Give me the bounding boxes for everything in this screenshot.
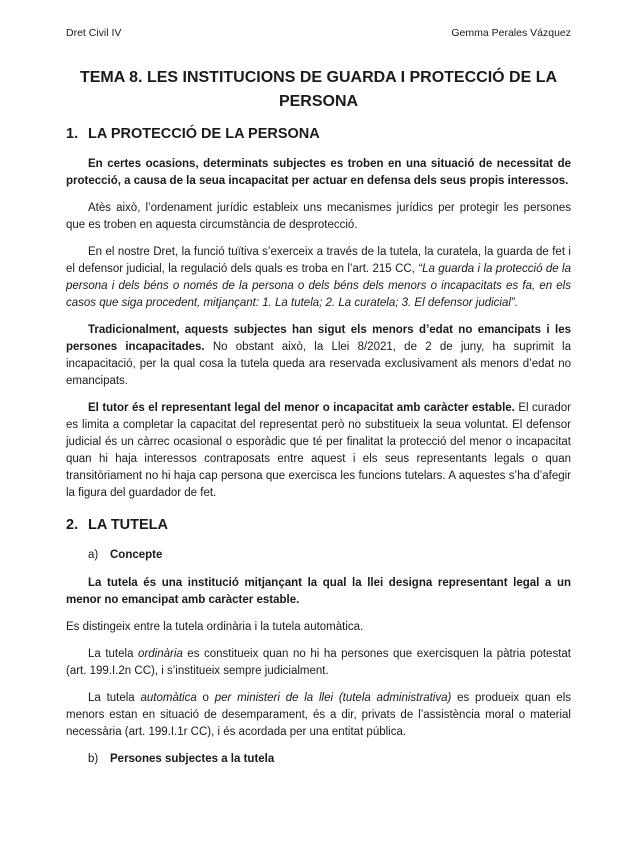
subsection-a-marker: a): [88, 549, 99, 561]
section-1-title: LA PROTECCIÓ DE LA PERSONA: [88, 126, 320, 142]
paragraph-6-text: La tutela és una institució mitjançant la qual la llei designa representant legal a un menor no emancipat amb caràcter estable.: [66, 577, 571, 606]
paragraph-4: [66, 322, 571, 390]
running-header: [66, 27, 571, 39]
paragraph-1-text: En certes ocasions, determinats subjectes es troben en una situació de necessitat de protecció, a causa de la seua incapacitat per actuar en defensa dels seus propis interessos.: [66, 158, 571, 187]
subsection-a-heading: [66, 547, 571, 563]
paragraph-9-pre: La tutela: [88, 692, 141, 704]
paragraph-3-quote: “La guarda i la protecció de la persona i dels béns o només de la persona o dels béns dels menors o incapacitats es fa, en els casos que siga procedent, mitjançant: 1. La tutela; 2. La curatela; 3. El defensor judicial”.: [66, 263, 571, 309]
paragraph-8-pre: La tutela: [88, 648, 139, 660]
paragraph-9: [66, 690, 571, 741]
subsection-b-heading: [66, 751, 571, 767]
paragraph-9-em-2: per ministeri de la llei (tutela administrativa): [214, 692, 452, 704]
paragraph-6: [66, 575, 571, 609]
paragraph-8-post: es constitueix quan no hi ha persones que exercisquen la pàtria potestat (art. 199.I.2n CC), i s’institueix sempre judicialment.: [66, 648, 571, 677]
subsection-a-title: Concepte: [110, 549, 163, 561]
paragraph-9-em-1: automàtica: [140, 692, 197, 704]
paragraph-2: Atès això, l’ordenament jurídic estableix uns mecanismes jurídics per protegir les persones que es troben en aquesta circumstància de desprotecció.: [66, 202, 571, 231]
paragraph-5-text: El curador es limita a completar la capacitat del representat però no substitueix la seua voluntat. El defensor judicial és un càrrec ocasional o esporàdic que té per finalitat la protecció del menor o incapacitat quan hi haja interessos contraposats entre aquest i els seus representants legals o quan transitòriament no hi haja cap persona que exercisca les funcions tutelars. A aquestes s’ha d’afegir la figura del guardador de fet.: [66, 402, 571, 499]
section-1-heading: [66, 124, 571, 144]
header-author: Gemma Perales Vázquez: [451, 27, 571, 39]
subsection-b-marker: b): [88, 753, 99, 765]
paragraph-7: Es distingeix entre la tutela ordinària i la tutela automàtica.: [66, 621, 364, 633]
paragraph-8: [66, 646, 571, 680]
paragraph-1: [66, 156, 571, 190]
paragraph-9-post: es produeix quan els menors estan en situació de desemparament, és a dir, privats de l’assistència moral o material necessària (art. 199.I.1r CC), i és acordada per una entitat pública.: [66, 692, 571, 738]
section-2-number: 2.: [66, 517, 79, 533]
paragraph-5: [66, 400, 571, 502]
subsection-b-title: Persones subjectes a la tutela: [110, 753, 275, 765]
paragraph-3: [66, 244, 571, 312]
paragraph-4-text: No obstant això, la Llei 8/2021, de 2 de juny, ha suprimit la incapacitació, per la qual cosa la tutela queda ara reservada exclusivament als menors d’edat no emancipats.: [66, 341, 571, 387]
paragraph-4-bold: Tradicionalment, aquests subjectes han sigut els menors d’edat no emancipats i les persones incapacitades.: [66, 324, 571, 353]
section-1-number: 1.: [66, 126, 79, 142]
document-title: TEMA 8. LES INSTITUCIONS DE GUARDA I PROTECCIÓ DE LA PERSONA: [79, 69, 558, 110]
section-2-heading: [66, 515, 571, 535]
paragraph-5-bold: El tutor és el representant legal del menor o incapacitat amb caràcter estable.: [88, 402, 515, 414]
header-course: Dret Civil IV: [66, 27, 122, 39]
paragraph-8-em: ordinària: [138, 648, 183, 660]
document-body: [66, 124, 571, 779]
paragraph-9-mid: o: [196, 692, 215, 704]
section-2-title: LA TUTELA: [88, 517, 169, 533]
paragraph-3-text: En el nostre Dret, la funció tuïtiva s’exerceix a través de la tutela, la curatela, la guarda de fet i el defensor judicial, la regulació dels quals es troba en l’art. 215 CC,: [66, 246, 571, 275]
